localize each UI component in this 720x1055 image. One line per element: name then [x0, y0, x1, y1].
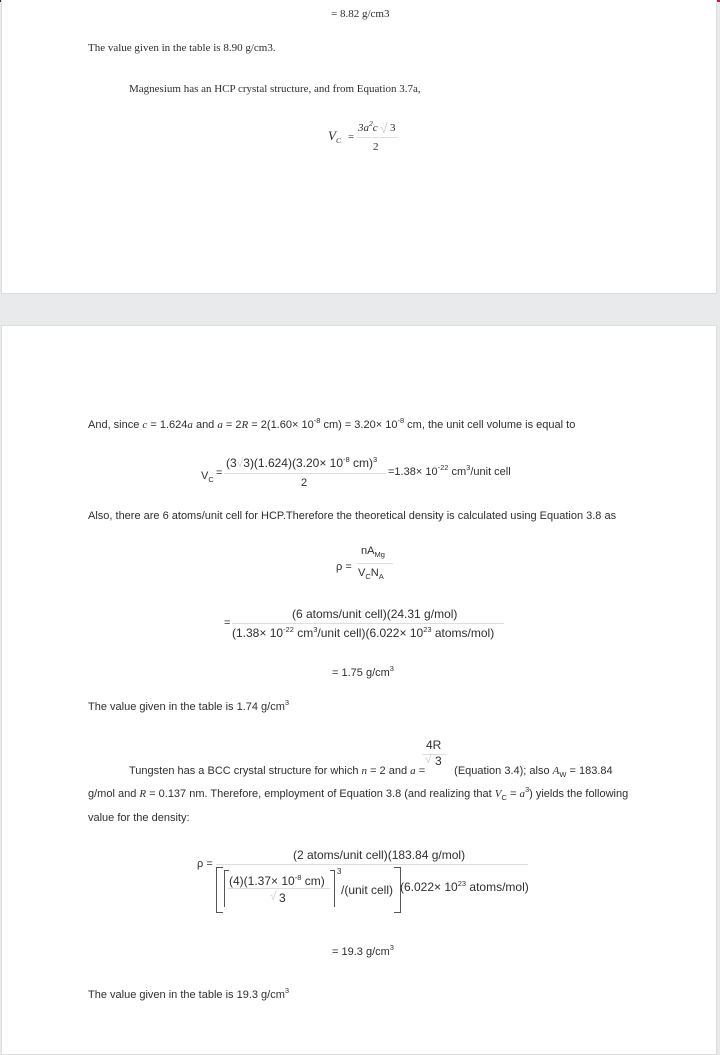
mg-density-result: = 1.75 $g/cm^3$ — [332, 664, 394, 679]
rho-denominator: $V_CN_A$ — [358, 567, 384, 581]
sub-numerator: (6 atoms/unit cell)(24.31 g/mol) — [292, 607, 458, 621]
w-cube: 3 — [337, 867, 342, 876]
tungsten-line-2: g/mol and R = 0.137 nm. Therefore, employment of Equation 3.8 (and realizing that $V_C = a^3$) yields the following — [88, 785, 629, 802]
vc-result: $=1.38\times 10^{-22}$ $cm^3$/unit cell — [388, 463, 511, 478]
w-sqrt3: 3 — [279, 891, 286, 905]
eq37a-numerator: $3a^2c$ — [358, 119, 378, 134]
w-density-result: = 19.3 $g/cm^3$ — [332, 943, 394, 958]
w-fraction-bar — [216, 864, 528, 865]
mg-cell-paragraph: And, since c = 1.624a and $a = 2R = 2(1.60\times 10^{-8}$ $cm) = 3.20\times 10^{-8}$ cm, the unit cell volume is equal to — [88, 416, 576, 431]
eq37a-num-three: 3 — [390, 122, 396, 134]
document-page-1[interactable] — [1, 0, 717, 294]
rho-numerator: $nA_{Mg}$ — [361, 545, 385, 559]
w-denominator-1: $(4)(1.37\times 10^{-8}$ cm) — [229, 873, 325, 888]
sqrt-icon: √ — [236, 456, 244, 470]
eq37a-equals: = — [348, 131, 355, 143]
tungsten-line-3: value for the density: — [88, 812, 190, 824]
mg-table-note: The value given in the table is 1.74 $g/cm^3$ — [88, 698, 290, 713]
vc-lhs: $V_C$ — [201, 470, 214, 484]
document-page-2[interactable] — [1, 325, 717, 1055]
w-right-bracket — [330, 870, 335, 907]
vc-denominator: 2 — [301, 477, 308, 489]
eq37a-fraction-bar — [356, 137, 398, 138]
vc-numerator: $(3√3)(1.624)(3.20\times 10^{-8}$ cm)$^3$ — [226, 455, 378, 470]
tungsten-line-1: Tungsten has a BCC crystal structure for which n = 2 and a = (Equation 3.4); also $A_W = 183.84$ — [129, 765, 613, 779]
sub-equals: = — [224, 617, 231, 629]
vc-fraction-bar — [224, 473, 386, 474]
w-numerator: (2 atoms/unit cell)(183.84 g/mol) — [293, 848, 466, 862]
w-left-brace — [216, 867, 223, 913]
w-table-note: The value given in the table is 19.3 $g/cm^3$ — [88, 986, 290, 1001]
vc-equals: = — [216, 467, 223, 479]
sqrt-icon: √ — [270, 889, 277, 903]
rho-fraction-bar — [357, 563, 393, 564]
a-frac-numerator: 4R — [426, 738, 442, 752]
mg-intro: Magnesium has an HCP crystal structure, and from Equation 3.7a, — [129, 83, 421, 95]
w-inner-fraction-bar — [228, 888, 330, 889]
w-denominator-2: /(unit cell) — [341, 883, 394, 897]
sqrt-icon: √ — [425, 752, 432, 766]
sub-denominator: ($1.38\times 10^{-22}$ $cm^3$/unit cell)(6.022× $10^{23}$ atoms/mol) — [232, 625, 495, 640]
w-denominator-3: ($6.022\times 10^{23}$ atoms/mol) — [400, 879, 529, 894]
rho-lhs: ρ = — [336, 561, 352, 573]
atoms-per-cell-paragraph: Also, there are 6 atoms/unit cell for HCP.Therefore the theoretical density is calculated using Equation 3.8 as — [88, 510, 617, 522]
a-frac-denominator: 3 — [435, 754, 442, 768]
cu-density-result: = 8.82 g/cm3 — [331, 8, 390, 20]
sqrt-icon: √ — [380, 120, 388, 136]
eq37a-denominator: 2 — [373, 141, 379, 153]
eq37a-lhs: $V_C$ — [328, 128, 341, 145]
cu-table-note: The value given in the table is 8.90 g/cm3. — [88, 42, 276, 54]
sub-fraction-bar — [232, 623, 504, 624]
w-rho-lhs: ρ = — [197, 858, 213, 870]
